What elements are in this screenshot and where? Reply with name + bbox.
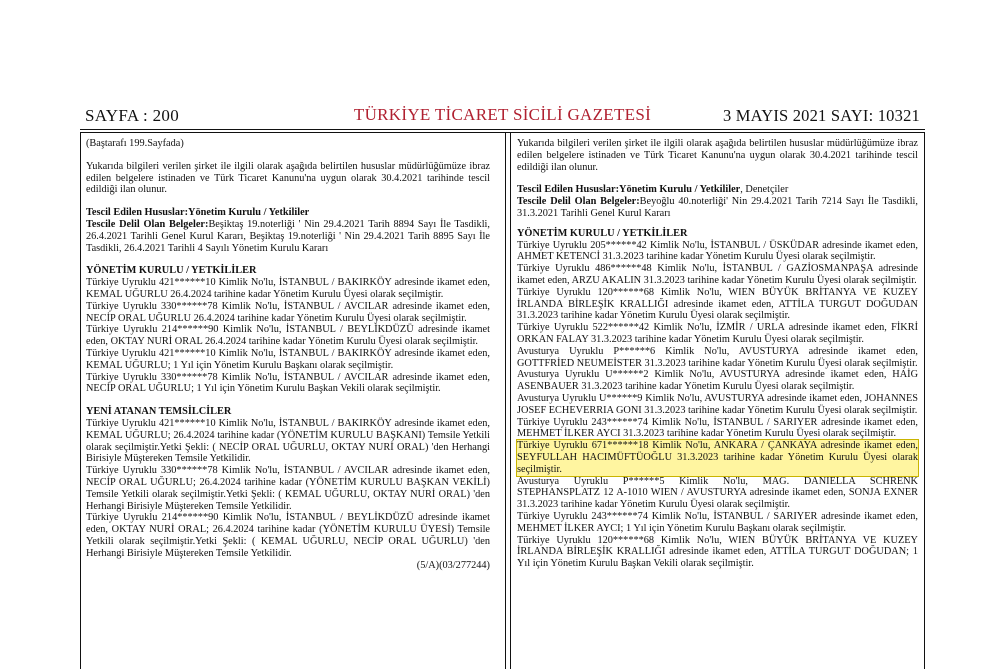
registered-label: Tescil Edilen Hususlar:	[86, 207, 189, 219]
gazette-header	[85, 103, 920, 127]
evidence-value: Beşiktaş 19.noterliği ' Nin 29.4.2021 Tarih 8894 Sayı İle Tasdikli, 26.4.2021 Tarihli Genel Kurul Kararı, Beşiktaş 19.noterliği ' Nin 29.4.2021 Tarih 8895 Sayı İle Tasdikli, 26.4.2021 Tarihli 4 Sayılı Yönetim Kurulu Kararı	[86, 218, 490, 254]
representative-entry: Türkiye Uyruklu 330******78 Kimlik No'lu, İSTANBUL / AVCILAR adresinde ikamet eden, NECİP ORAL UĞURLU; 26.4.2024 tarihine kadar (YÖNETİM KURULU BAŞKAN VEKİLİ) Temsile Yetkili olarak seçilmiştir.Yetki Şekli: ( KEMAL UĞURLU, OKTAY NURİ ORAL) 'den Herhangi Birisiyle Müştereken Temsile Yetkilidir.	[86, 465, 490, 512]
board-entry: Türkiye Uyruklu 205******42 Kimlik No'lu, İSTANBUL / ÜSKÜDAR adresinde ikamet eden, AHMET KETENCİ 31.3.2023 tarihine kadar Yönetim Kurulu Üyesi olarak seçilmiştir.	[517, 239, 918, 263]
board-entry: Türkiye Uyruklu 421******10 Kimlik No'lu, İSTANBUL / BAKIRKÖY adresinde ikamet eden, KEMAL UĞURLU; 1 Yıl için Yönetim Kurulu Başkanı olarak seçilmiştir.	[86, 347, 490, 371]
registered-value-extra: , Denetçiler	[740, 184, 789, 196]
representative-entry: Türkiye Uyruklu 421******10 Kimlik No'lu, İSTANBUL / BAKIRKÖY adresinde ikamet eden, KEMAL UĞURLU; 26.4.2024 tarihine kadar (YÖNETİM KURULU BAŞKANI) Temsile Yetkili olarak seçilmiştir.Yetki Şekli: ( NECİP ORAL UĞURLU, OKTAY NURİ ORAL) 'den Herhangi Birisiyle Müştereken Temsile Yetkilidir.	[86, 417, 490, 465]
right-column	[517, 138, 918, 570]
gazette-title: TÜRKİYE TİCARET SİCİLİ GAZETESİ	[353, 105, 652, 124]
left-column	[86, 138, 490, 571]
column-divider-right	[510, 132, 511, 669]
board-section-title: YÖNETİM KURULU / YETKİLİLER	[86, 265, 257, 277]
board-entry: Türkiye Uyruklu 214******90 Kimlik No'lu, İSTANBUL / BEYLİKDÜZÜ adresinde ikamet eden, OKTAY NURİ ORAL 26.4.2024 tarihine kadar Yönetim Kurulu Üyesi olarak seçilmiştir.	[86, 324, 490, 348]
board-entry: Avusturya Uyruklu U******2 Kimlik No'lu, AVUSTURYA adresinde ikamet eden, HAİG ASENBAUER 31.3.2023 tarihine kadar Yönetim Kurulu Üyesi olarak seçilmiştir.	[517, 369, 918, 393]
registered-value: Yönetim Kurulu / Yetkililer	[619, 184, 741, 196]
board-entry: Türkiye Uyruklu 120******68 Kimlik No'lu, WIEN BÜYÜK BRİTANYA VE KUZEY İRLANDA BİRLEŞİK KRALLIĞI adresinde ikamet eden, ATTİLA TURGUT DOĞUDAN 31.3.2023 tarihine kadar Yönetim Kurulu Üyesi olarak seçilmiştir.	[517, 286, 918, 322]
highlighted-board-entry: Türkiye Uyruklu 671******18 Kimlik No'lu, ANKARA / ÇANKAYA adresinde ikamet eden, SEYFULLAH HACIMÜFTÜOĞLU 31.3.2023 tarihine kadar Yönetim Kurulu Üyesi olarak seçilmiştir.	[517, 440, 918, 475]
header-rule-bottom	[80, 132, 925, 133]
evidence-documents	[86, 219, 490, 254]
right-border	[924, 132, 925, 669]
board-entry: Türkiye Uyruklu 486******48 Kimlik No'lu, İSTANBUL / GAZİOSMANPAŞA adresinde ikamet eden, ARZU AKALIN 31.3.2023 tarihine kadar Yönetim Kurulu Üyesi olarak seçilmiştir.	[517, 263, 918, 286]
left-border	[80, 132, 81, 669]
registered-matters	[517, 184, 918, 196]
registered-matters	[86, 207, 490, 219]
announcement-reference: (5/A)(03/277244)	[416, 559, 490, 571]
evidence-label: Tescile Delil Olan Belgeler:	[86, 218, 209, 230]
header-rule-top	[80, 129, 925, 130]
board-section-title: YÖNETİM KURULU / YETKİLİLER	[517, 227, 688, 239]
column-divider-left	[505, 132, 506, 669]
board-entry: Türkiye Uyruklu 243******74 Kimlik No'lu, İSTANBUL / SARIYER adresinde ikamet eden, MEHMET İLKER AYCI 31.3.2023 tarihine kadar Yönetim Kurulu Üyesi olarak seçilmiştir.	[517, 416, 918, 440]
evidence-label: Tescile Delil Olan Belgeler:	[517, 196, 640, 208]
continuation-note: (Baştarafı 199.Sayfada)	[86, 138, 184, 149]
page-number: SAYFA : 200	[85, 106, 180, 125]
board-entry: Türkiye Uyruklu 243******74 Kimlik No'lu, İSTANBUL / SARIYER adresinde ikamet eden, MEHMET İLKER AYCI; 1 Yıl için Yönetim Kurulu Başkanı olarak seçilmiştir.	[517, 510, 918, 534]
announcement-intro: Yukarıda bilgileri verilen şirket ile ilgili olarak aşağıda belirtilen hususlar müdürlüğümüze ibraz edilen belgelere istinaden ve Türk Ticaret Kanunu'na uygun olarak 30.4.2021 tarihinde tescil edildiği ilan olunur.	[517, 138, 918, 173]
announcement-intro: Yukarıda bilgileri verilen şirket ile ilgili olarak aşağıda belirtilen hususlar müdürlüğümüze ibraz edilen belgelere istinaden ve Türk Ticaret Kanunu'na uygun olarak 30.4.2021 tarihinde tescil edildiği ilan olunur.	[86, 160, 490, 196]
representatives-section-title: YENİ ATANAN TEMSİLCİLER	[86, 406, 232, 418]
board-entry: Türkiye Uyruklu 120******68 Kimlik No'lu, WIEN BÜYÜK BRİTANYA VE KUZEY İRLANDA BİRLEŞİK KRALLIĞI adresinde ikamet eden, ATTİLA TURGUT DOĞUDAN; 1 Yıl için Yönetim Kurulu Başkan Vekili olarak seçilmiştir.	[517, 534, 918, 570]
board-entry: Türkiye Uyruklu 421******10 Kimlik No'lu, İSTANBUL / BAKIRKÖY adresinde ikamet eden, KEMAL UĞURLU 26.4.2024 tarihine kadar Yönetim Kurulu Üyesi olarak seçilmiştir.	[86, 277, 490, 300]
issue-date: 3 MAYIS 2021 SAYI: 10321	[722, 106, 920, 125]
registered-label: Tescil Edilen Hususlar:	[517, 184, 620, 196]
representative-entry: Türkiye Uyruklu 214******90 Kimlik No'lu, İSTANBUL / BEYLİKDÜZÜ adresinde ikamet eden, OKTAY NURİ ORAL; 26.4.2024 tarihine kadar (YÖNETİM KURULU ÜYESİ) Temsile Yetkili olarak seçilmiştir.Yetki Şekli: ( KEMAL UĞURLU, NECİP ORAL UĞURLU) 'den Herhangi Birisiyle Müştereken Temsile Yetkilidir.	[86, 512, 490, 559]
board-entry: Türkiye Uyruklu 522******42 Kimlik No'lu, İZMİR / URLA adresinde ikamet eden, FİKRİ ORKAN FALAY 31.3.2023 tarihine kadar Yönetim Kurulu Üyesi olarak seçilmiştir.	[517, 322, 918, 345]
board-entry: Türkiye Uyruklu 330******78 Kimlik No'lu, İSTANBUL / AVCILAR adresinde ikamet eden, NECİP ORAL UĞURLU; 1 Yıl için Yönetim Kurulu Başkan Vekili olarak seçilmiştir.	[86, 371, 490, 395]
evidence-value: Beyoğlu 40.noterliği' Nin 29.4.2021 Tarih 7214 Sayı İle Tasdikli, 31.3.2021 Tarihli Genel Kurul Kararı	[517, 196, 918, 219]
board-entry: Avusturya Uyruklu P******5 Kimlik No'lu, MAG. DANIELLA SCHRENK STEPHANSPLATZ 12 A-1010 WIEN / AVUSTURYA adresinde ikamet eden, SONJA EXNER 31.3.2023 tarihine kadar Yönetim Kurulu Üyesi olarak seçilmiştir.	[517, 475, 918, 511]
evidence-documents	[517, 196, 918, 220]
registered-value: Yönetim Kurulu / Yetkililer	[188, 207, 310, 219]
board-entry: Türkiye Uyruklu 330******78 Kimlik No'lu, İSTANBUL / AVCILAR adresinde ikamet eden, NECİP ORAL UĞURLU 26.4.2024 tarihine kadar Yönetim Kurulu Üyesi olarak seçilmiştir.	[86, 300, 490, 324]
board-entry: Avusturya Uyruklu P******6 Kimlik No'lu, AVUSTURYA adresinde ikamet eden, GOTTFRİED NEUMEİSTER 31.3.2023 tarihine kadar Yönetim Kurulu Üyesi olarak seçilmiştir.	[517, 345, 918, 369]
board-entry: Avusturya Uyruklu U******9 Kimlik No'lu, AVUSTURYA adresinde ikamet eden, JOHANNES JOSEF ECHEVERRIA GONI 31.3.2023 tarihine kadar Yönetim Kurulu Üyesi olarak seçilmiştir.	[517, 392, 918, 416]
